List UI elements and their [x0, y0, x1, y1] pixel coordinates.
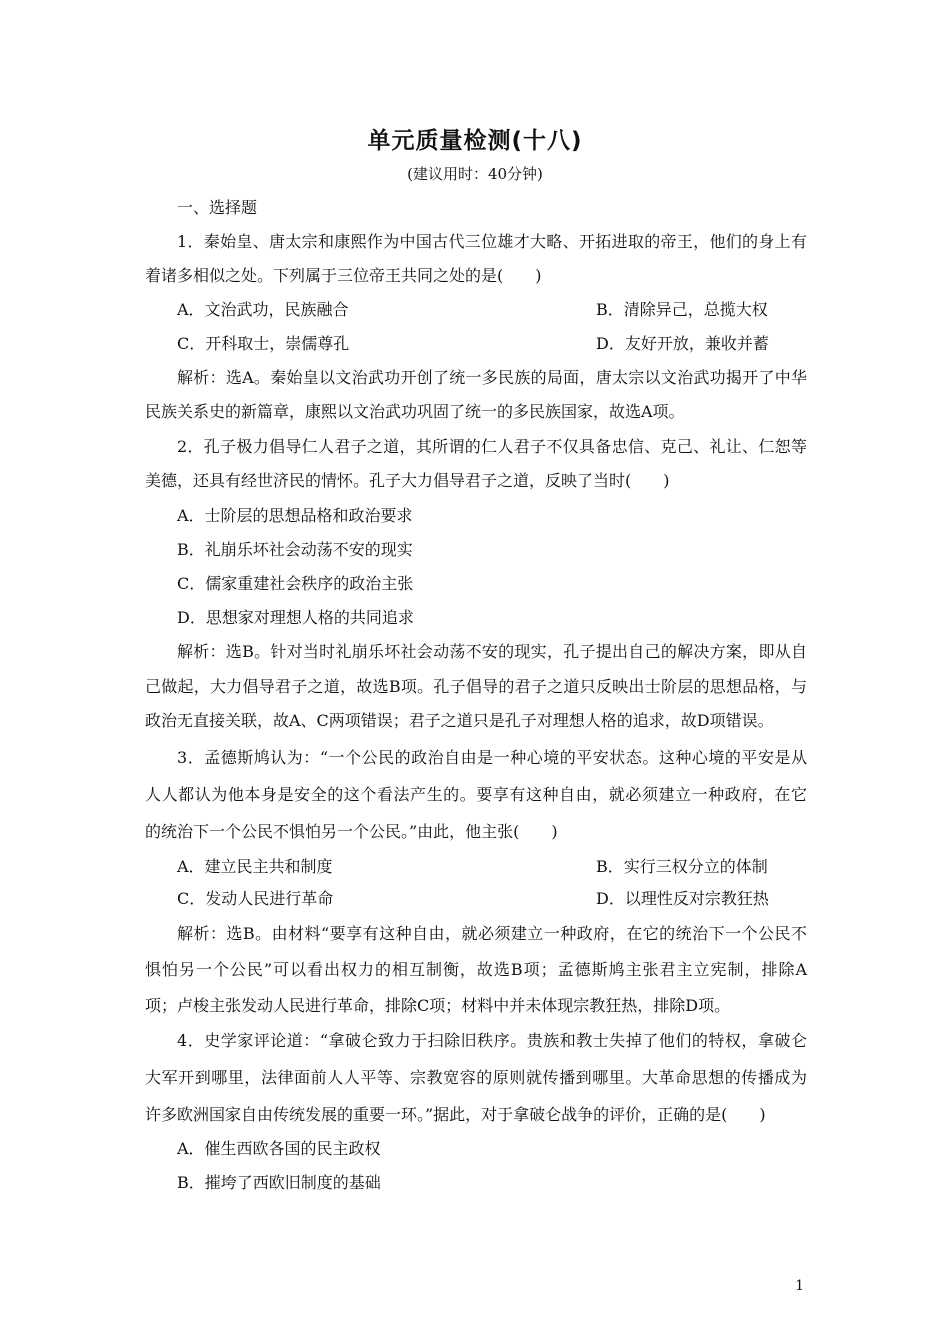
q2-option-c: C．儒家重建社会秩序的政治主张: [177, 574, 414, 593]
q3-option-a: A．建立民主共和制度: [177, 857, 333, 876]
q3-explanation-line3: 项；卢梭主张发动人民进行革命，排除C项；材料中并未体现宗教狂热，排除D项。: [145, 996, 731, 1015]
page-title: 单元质量检测(十八): [367, 128, 583, 154]
q2-explanation-line3: 政治无直接关联，故A、C两项错误；君子之道只是孔子对理想人格的追求，故D项错误。: [145, 711, 774, 730]
q4-stem-line3: 许多欧洲国家自由传统发展的重要一环。”据此，对于拿破仑战争的评价，正确的是( ): [145, 1105, 766, 1124]
q3-explanation-line1: 解析：选B。由材料“要享有这种自由，就必须建立一种政府，在它的统治下一个公民不: [177, 924, 807, 943]
q3-option-c: C．发动人民进行革命: [177, 889, 334, 908]
q1-option-c: C．开科取士，崇儒尊孔: [177, 334, 350, 353]
q1-explanation-line2: 民族关系史的新篇章，康熙以文治武功巩固了统一的多民族国家，故选A项。: [145, 402, 685, 421]
q3-stem-line1: 3．孟德斯鸠认为：“一个公民的政治自由是一种心境的平安状态。这种心境的平安是从: [177, 748, 807, 767]
q4-option-a: A．催生西欧各国的民主政权: [177, 1139, 381, 1158]
q1-option-d: D．友好开放，兼收并蓄: [596, 334, 769, 353]
section-heading: 一、选择题: [177, 198, 258, 217]
time-suggestion: (建议用时：40分钟): [407, 165, 543, 183]
q4-option-b: B．摧垮了西欧旧制度的基础: [177, 1173, 381, 1192]
q3-option-d: D．以理性反对宗教狂热: [596, 889, 769, 908]
q1-option-b: B．清除异己，总揽大权: [596, 300, 768, 319]
q2-option-b: B．礼崩乐坏社会动荡不安的现实: [177, 540, 413, 559]
q4-stem-line1: 4．史学家评论道：“拿破仑致力于扫除旧秩序。贵族和教士失掉了他们的特权，拿破仑: [177, 1031, 807, 1050]
page-number: 1: [795, 1278, 804, 1294]
q2-option-a: A．士阶层的思想品格和政治要求: [177, 506, 413, 525]
q2-option-d: D．思想家对理想人格的共同追求: [177, 608, 414, 627]
q2-explanation-line1: 解析：选B。针对当时礼崩乐坏社会动荡不安的现实，孔子提出自己的解决方案，即从自: [177, 642, 807, 661]
q3-stem-line3: 的统治下一个公民不惧怕另一个公民。”由此，他主张( ): [145, 822, 558, 841]
q1-option-a: A．文治武功，民族融合: [177, 300, 349, 319]
q3-option-b: B．实行三权分立的体制: [596, 857, 768, 876]
q2-stem-line1: 2．孔子极力倡导仁人君子之道，其所谓的仁人君子不仅具备忠信、克己、礼让、仁恕等: [177, 437, 807, 456]
q3-explanation-line2: 惧怕另一个公民”可以看出权力的相互制衡，故选B项；孟德斯鸠主张君主立宪制，排除A: [145, 960, 807, 979]
q2-explanation-line2: 己做起，大力倡导君子之道，故选B项。孔子倡导的君子之道只反映出士阶层的思想品格，与: [145, 677, 807, 696]
q1-stem-line1: 1．秦始皇、唐太宗和康熙作为中国古代三位雄才大略、开拓进取的帝王，他们的身上有: [177, 232, 807, 251]
q1-explanation-line1: 解析：选A。秦始皇以文治武功开创了统一多民族的局面，唐太宗以文治武功揭开了中华: [177, 368, 807, 387]
q2-stem-line2: 美德，还具有经世济民的情怀。孔子大力倡导君子之道，反映了当时( ): [145, 471, 670, 490]
q3-stem-line2: 人人都认为他本身是安全的这个看法产生的。要享有这种自由，就必须建立一种政府，在它: [145, 785, 807, 804]
q4-stem-line2: 大军开到哪里，法律面前人人平等、宗教宽容的原则就传播到哪里。大革命思想的传播成为: [145, 1068, 807, 1087]
q1-stem-line2: 着诸多相似之处。下列属于三位帝王共同之处的是( ): [145, 266, 542, 285]
